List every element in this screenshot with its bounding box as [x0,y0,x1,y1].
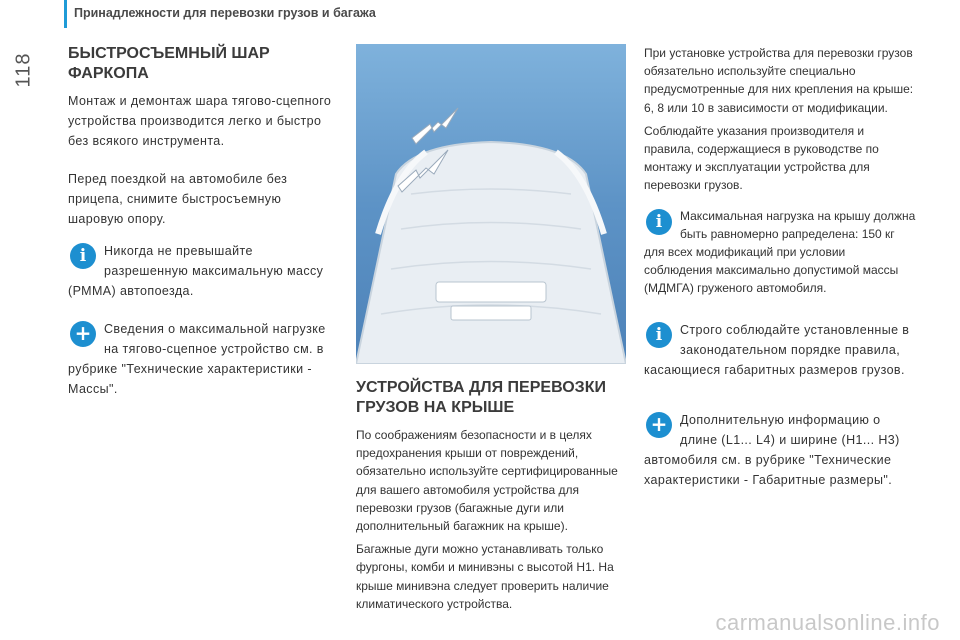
page-header-title: Принадлежности для перевозки грузов и багажа [74,6,376,20]
note-max-mass-text: Никогда не превышайте разрешенную максимальную массу (РММА) автопоезда. [68,244,324,298]
info-icon: i [646,209,672,235]
roof-paragraph-2: Багажные дуги можно устанавливать только фургоны, комби и минивэны с высотой H1. На крыше минивэна следует проверить наличие климатического устройства. [356,542,614,611]
page-number-text: 118 [12,52,35,88]
section-heading-roof: УСТРОЙСТВА ДЛЯ ПЕРЕВОЗКИ ГРУЗОВ НА КРЫШЕ [356,379,606,416]
note-max-mass [68,241,340,301]
note-roof-load [644,207,916,298]
roof-drawing [356,44,626,364]
roof-paragraph-1: По соображениям безопасности и в целях предохранения крыши от повреждений, обязательно используйте сертифицированные для вашего автомобиля устройства для перевозки грузов (багажные дуги или дополнительный багажник на крыше). [356,428,618,534]
info-icon: i [646,322,672,348]
info-icon: i [70,243,96,269]
page-number [8,40,40,100]
roof-mounts-paragraph: При установке устройства для перевозки грузов обязательно используйте специально предусмотренные для них крепления на крыше: 6, 8 или 10 в зависимости от модификации. [644,46,914,115]
note-dimension-rules-text: Строго соблюдайте установленные в законодательном порядке правила, касающиеся габаритных размеров грузов. [644,322,910,377]
column-left [68,44,340,399]
column-middle-text [356,378,628,613]
note-roof-load-text: Максимальная нагрузка на крышу должна быть равномерно рапределена: 150 кг для всех модификаций при условии соблюдения максимально допустимой массы (МДМГА) груженого автомобиля. [644,208,916,296]
plus-icon: + [70,321,96,347]
header-accent-bar [64,0,67,28]
roof-vents [436,282,546,320]
van-roof [356,142,626,364]
section-heading-towball: БЫСТРОСЪЕМНЫЙ ШАР ФАРКОПА [68,45,270,82]
note-dimensions-info [644,410,916,490]
towball-paragraph-1: Монтаж и демонтаж шара тягово-сцепного устройства производится легко и быстро без всякого инструмента. [68,94,332,148]
towball-paragraph-2: Перед поездкой на автомобиле без прицепа, снимите быстросъемную шаровую опору. [68,172,288,226]
roof-illustration [356,44,626,364]
plus-icon: + [646,412,672,438]
manufacturer-instructions-paragraph: Соблюдайте указания производителя и правила, содержащиеся в руководстве по монтажу и эксплуатации устройства для перевозки грузов. [644,123,879,193]
note-dimensions-info-text: Дополнительную информацию о длине (L1... L4) и ширине (H1... H3) автомобиля см. в рубрике "Технические характеристики - Габаритные размеры". [644,412,900,487]
watermark: carmanualsonline.info [715,610,940,635]
note-towbar-load-text: Сведения о максимальной нагрузке на тягово-сцепное устройство см. в рубрике "Технические характеристики - Массы". [68,322,326,396]
note-towbar-load [68,319,340,399]
note-dimension-rules [644,320,916,380]
column-right [644,44,916,490]
